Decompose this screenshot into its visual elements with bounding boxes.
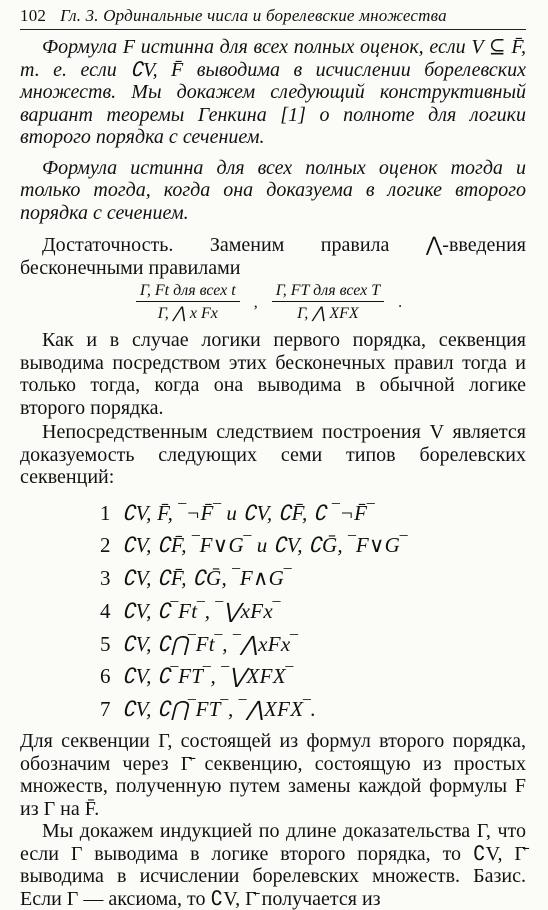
sequent-formula: ∁V, ∁‾FT‾, ‾⋁XFX‾ (122, 664, 294, 689)
rule-second-order (272, 282, 384, 323)
paragraph-consequence: Непосредственным следствием построения V является доказуемость следующих семи типов борелевских секвенций: (20, 421, 526, 488)
sequent-formula: ∁V, ∁⋂‾Ft‾, ‾⋀xFx‾ (122, 631, 298, 656)
sequent-item (100, 497, 526, 530)
sequent-number: 5 (100, 631, 111, 656)
sequent-formula: ∁V, ∁‾Ft‾, ‾⋁xFx‾ (122, 598, 281, 623)
sequent-item (100, 562, 526, 595)
rule1-numerator: Γ, Ft для всех t (136, 282, 240, 302)
paragraph-equivalence: Как и в случае логики первого порядка, секвенция выводима посредством этих бесконечных правил тогда и только тогда, когда она выводима в обычной логике второго порядка. (20, 329, 526, 419)
paragraph-sufficiency: Достаточность. Заменим правила ⋀-введения бесконечными правилами (20, 234, 526, 279)
sequent-number: 7 (100, 697, 111, 722)
paragraph-sequent-bar: Для секвенции Γ, состоящей из формул второго порядка, обозначим через Γ̄ секвенцию, состоящую из простых множеств, полученную путем замены каждой формулы F из Γ на F̄. (20, 730, 526, 820)
paragraph-induction: Мы докажем индукцией по длине доказательства Γ, что если Γ выводима в логике второго порядка, то ∁V, Γ̄ выводима в исчислении борелевских множеств. Базис. Если Γ — аксиома, то ∁V, Γ̄ получается из (20, 820, 526, 910)
sequent-formula: ∁V, ∁F̄, ‾F∨G‾ и ∁V, ∁Ḡ, ‾F∨G‾ (122, 533, 408, 558)
rule2-denominator: Γ, ⋀ XFX (297, 305, 359, 322)
rule-first-order (136, 282, 240, 323)
infinite-rules (20, 282, 526, 323)
paragraph-definition: Формула F истинна для всех полных оценок, если V ⊆ F̄, т. е. если ∁V, F̄ выводима в исчислении борелевских множеств. Мы докажем следующий конструктивный вариант теоремы Генкина [1] о полноте для логики второго порядка с сечением. (20, 36, 526, 148)
sequent-number: 3 (100, 566, 111, 591)
sequent-item (100, 628, 526, 661)
rule2-numerator: Γ, FT для всех T (272, 282, 384, 302)
sequent-item (100, 529, 526, 562)
rule-period: . (398, 293, 403, 311)
theorem-statement: Формула истинна для всех полных оценок тогда и только тогда, когда она доказуема в логике второго порядка с сечением. (20, 156, 526, 224)
sequent-number: 4 (100, 598, 111, 623)
running-title: Гл. 3. Ординальные числа и борелевские множества (60, 6, 447, 25)
sequent-item (100, 693, 526, 726)
sequent-formula: ∁V, ∁F̄, ∁Ḡ, ‾F∧G‾ (122, 566, 292, 591)
borel-sequent-list (20, 497, 526, 727)
page-number: 102 (20, 6, 47, 25)
sequent-number: 1 (100, 500, 111, 525)
rule1-denominator: Γ, ⋀ x Fx (157, 305, 218, 322)
sequent-formula: ∁V, ∁⋂‾FT‾, ‾⋀XFX‾. (122, 697, 317, 722)
sequent-item (100, 660, 526, 693)
sequent-formula: ∁V, F̄, ‾¬F̄‾ и ∁V, ∁F̄, ∁ ‾¬F̄‾ (122, 500, 375, 525)
sequent-item (100, 595, 526, 628)
sequent-number: 6 (100, 664, 111, 689)
sequent-number: 2 (100, 533, 111, 558)
running-header (20, 0, 526, 30)
rule-separator: , (253, 293, 258, 311)
